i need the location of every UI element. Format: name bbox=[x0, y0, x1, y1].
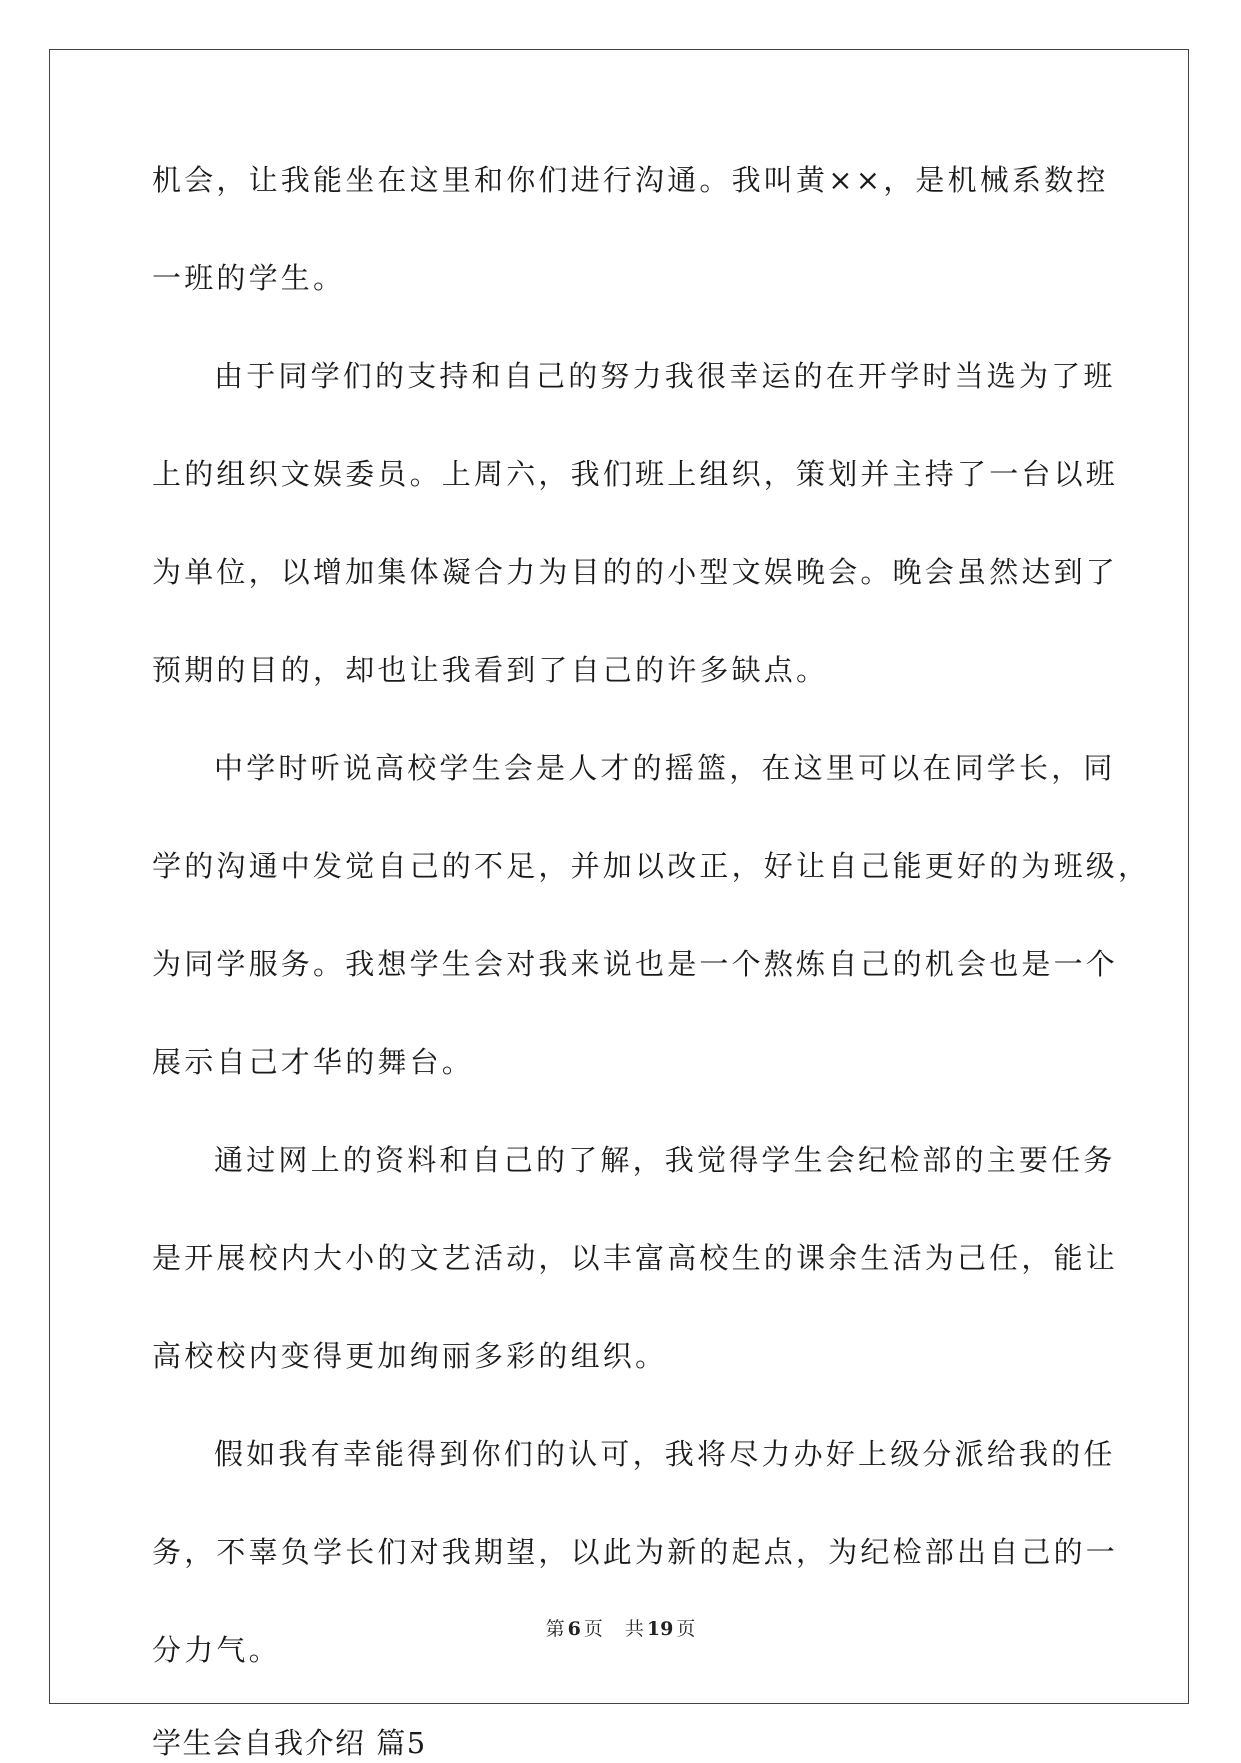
total-page-count: 19 bbox=[646, 1618, 674, 1640]
text-line: 分力气。 bbox=[152, 1633, 281, 1667]
section-heading: 学生会自我介绍 篇5 bbox=[152, 1726, 427, 1760]
text-line: 是开展校内大小的文艺活动，以丰富高校生的课余生活为己任，能让 bbox=[152, 1241, 1119, 1275]
text-line: 一班的学生。 bbox=[152, 261, 346, 295]
text-line: 预期的目的，却也让我看到了自己的许多缺点。 bbox=[152, 653, 829, 687]
text-line: 通过网上的资料和自己的了解，我觉得学生会纪检部的主要任务 bbox=[214, 1143, 1116, 1177]
page-footer bbox=[0, 1614, 1241, 1641]
text-line: 假如我有幸能得到你们的认可，我将尽力办好上级分派给我的任 bbox=[214, 1437, 1116, 1471]
current-page-number: 6 bbox=[567, 1618, 581, 1640]
footer-total-prefix: 共 bbox=[624, 1618, 644, 1640]
text-line: 中学时听说高校学生会是人才的摇篮，在这里可以在同学长，同 bbox=[214, 751, 1116, 785]
text-line: 高校校内变得更加绚丽多彩的组织。 bbox=[152, 1339, 668, 1373]
footer-prefix: 第 bbox=[545, 1618, 565, 1640]
text-line: 学的沟通中发觉自己的不足，并加以改正，好让自己能更好的为班级， bbox=[152, 849, 1151, 883]
text-line: 为单位，以增加集体凝合力为目的的小型文娱晚会。晚会虽然达到了 bbox=[152, 555, 1119, 589]
footer-total-suffix: 页 bbox=[676, 1618, 696, 1640]
text-line: 展示自己才华的舞台。 bbox=[152, 1045, 475, 1079]
text-line: 由于同学们的支持和自己的努力我很幸运的在开学时当选为了班 bbox=[214, 359, 1116, 393]
text-line: 务，不辜负学长们对我期望，以此为新的起点，为纪检部出自己的一 bbox=[152, 1535, 1119, 1569]
text-line: 上的组织文娱委员。上周六，我们班上组织，策划并主持了一台以班 bbox=[152, 457, 1119, 491]
text-line: 机会，让我能坐在这里和你们进行沟通。我叫黄××，是机械系数控 bbox=[152, 163, 1109, 197]
footer-page-suffix: 页 bbox=[583, 1618, 603, 1640]
text-line: 为同学服务。我想学生会对我来说也是一个熬炼自己的机会也是一个 bbox=[152, 947, 1119, 981]
